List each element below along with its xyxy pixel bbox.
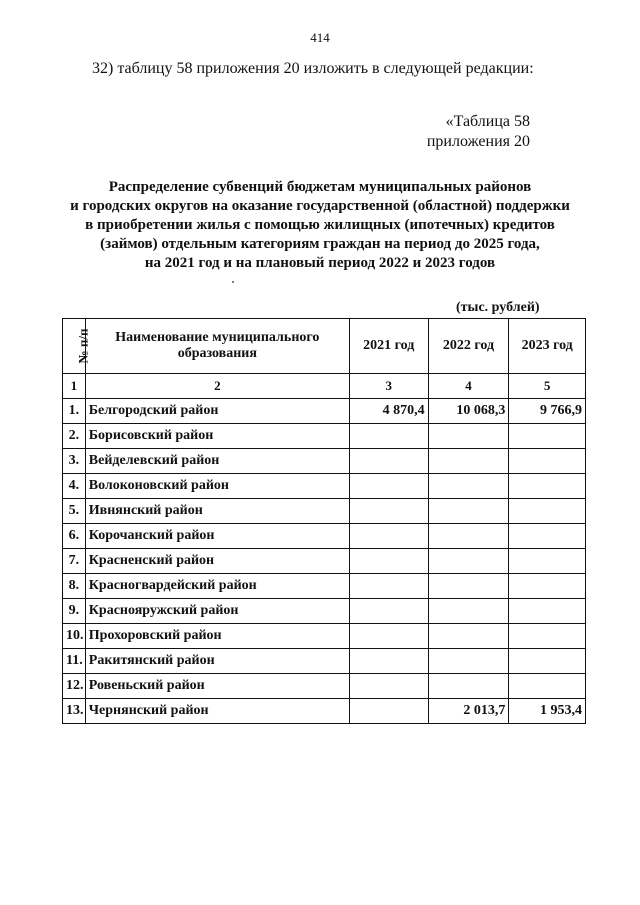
heading-line: Распределение субвенций бюджетам муниципальных районов (108, 179, 532, 195)
row-value-2022 (428, 624, 509, 649)
row-value-2021 (349, 499, 428, 524)
row-value-2023 (509, 449, 586, 474)
row-number: 13. (63, 699, 86, 724)
heading-line: в приобретении жилья с помощью жилищных (ипотечных) кредитов (85, 217, 555, 233)
row-value-2022 (428, 449, 509, 474)
document-heading (40, 178, 600, 273)
row-number: 8. (63, 574, 86, 599)
column-index: 4 (428, 374, 509, 399)
header-num: № п/п (63, 319, 86, 374)
row-value-2021: 4 870,4 (349, 399, 428, 424)
row-number: 11. (63, 649, 86, 674)
row-value-2022 (428, 649, 509, 674)
row-value-2023 (509, 574, 586, 599)
row-value-2021 (349, 449, 428, 474)
row-value-2023 (509, 424, 586, 449)
row-number: 4. (63, 474, 86, 499)
table-row (63, 549, 586, 574)
row-value-2023 (509, 499, 586, 524)
header-name (85, 319, 349, 374)
row-district-name: Красногвардейский район (85, 574, 349, 599)
row-number: 1. (63, 399, 86, 424)
table-row (63, 524, 586, 549)
row-value-2023 (509, 649, 586, 674)
row-value-2021 (349, 524, 428, 549)
row-value-2023: 9 766,9 (509, 399, 586, 424)
row-value-2023 (509, 524, 586, 549)
units-label: (тыс. рублей) (456, 300, 540, 315)
row-value-2022 (428, 599, 509, 624)
page-number: 414 (310, 30, 330, 45)
subventions-table (62, 318, 586, 724)
column-index: 5 (509, 374, 586, 399)
row-district-name: Красненский район (85, 549, 349, 574)
row-value-2022 (428, 474, 509, 499)
row-district-name: Белгородский район (85, 399, 349, 424)
row-district-name: Корочанский район (85, 524, 349, 549)
row-value-2021 (349, 599, 428, 624)
row-number: 5. (63, 499, 86, 524)
column-index: 2 (85, 374, 349, 399)
row-value-2022 (428, 549, 509, 574)
row-value-2021 (349, 649, 428, 674)
row-value-2022 (428, 674, 509, 699)
row-district-name: Ивнянский район (85, 499, 349, 524)
heading-line: (займов) отдельным категориям граждан на период до 2025 года, (100, 236, 540, 252)
table-reference-line2: приложения 20 (426, 133, 530, 150)
row-value-2021 (349, 549, 428, 574)
row-number: 12. (63, 674, 86, 699)
row-value-2021 (349, 424, 428, 449)
header-name-line2: образования (177, 346, 257, 361)
header-2021: 2021 год (349, 319, 428, 374)
table-row (63, 499, 586, 524)
heading-line: на 2021 год и на плановый период 2022 и 2023 годов (144, 255, 496, 271)
row-value-2022 (428, 574, 509, 599)
header-name-line1: Наименование муниципального (115, 330, 320, 345)
row-value-2022 (428, 524, 509, 549)
row-value-2023: 1 953,4 (509, 699, 586, 724)
table-row (63, 599, 586, 624)
header-2022: 2022 год (428, 319, 509, 374)
column-index: 3 (349, 374, 428, 399)
table-row (63, 574, 586, 599)
intro-text: 32) таблицу 58 приложения 20 изложить в следующей редакции: (92, 60, 534, 77)
table-header-row (63, 319, 586, 374)
table-row (63, 699, 586, 724)
row-district-name: Вейделевский район (85, 449, 349, 474)
row-value-2022 (428, 424, 509, 449)
row-value-2021 (349, 574, 428, 599)
row-district-name: Краснояружский район (85, 599, 349, 624)
table-row (63, 449, 586, 474)
row-number: 7. (63, 549, 86, 574)
row-district-name: Прохоровский район (85, 624, 349, 649)
row-number: 9. (63, 599, 86, 624)
row-value-2022: 10 068,3 (428, 399, 509, 424)
row-district-name: Чернянский район (85, 699, 349, 724)
row-value-2023 (509, 624, 586, 649)
row-number: 6. (63, 524, 86, 549)
column-index: 1 (63, 374, 86, 399)
row-value-2021 (349, 624, 428, 649)
row-number: 10. (63, 624, 86, 649)
table-row (63, 399, 586, 424)
row-value-2021 (349, 699, 428, 724)
header-2023: 2023 год (509, 319, 586, 374)
row-district-name: Ракитянский район (85, 649, 349, 674)
row-number: 2. (63, 424, 86, 449)
row-value-2023 (509, 674, 586, 699)
table-reference-line1: «Таблица 58 (445, 113, 530, 130)
row-district-name: Борисовский район (85, 424, 349, 449)
scan-speck (232, 281, 234, 283)
row-value-2023 (509, 549, 586, 574)
table-row (63, 624, 586, 649)
row-value-2022 (428, 499, 509, 524)
table-reference (380, 112, 530, 152)
table-row (63, 474, 586, 499)
table-row (63, 424, 586, 449)
row-district-name: Ровеньский район (85, 674, 349, 699)
row-value-2022: 2 013,7 (428, 699, 509, 724)
row-value-2023 (509, 599, 586, 624)
row-value-2021 (349, 474, 428, 499)
row-district-name: Волоконовский район (85, 474, 349, 499)
column-index-row (63, 374, 586, 399)
heading-line: и городских округов на оказание государственной (областной) поддержки (70, 198, 570, 214)
row-value-2021 (349, 674, 428, 699)
row-value-2023 (509, 474, 586, 499)
table-row (63, 674, 586, 699)
row-number: 3. (63, 449, 86, 474)
table-row (63, 649, 586, 674)
